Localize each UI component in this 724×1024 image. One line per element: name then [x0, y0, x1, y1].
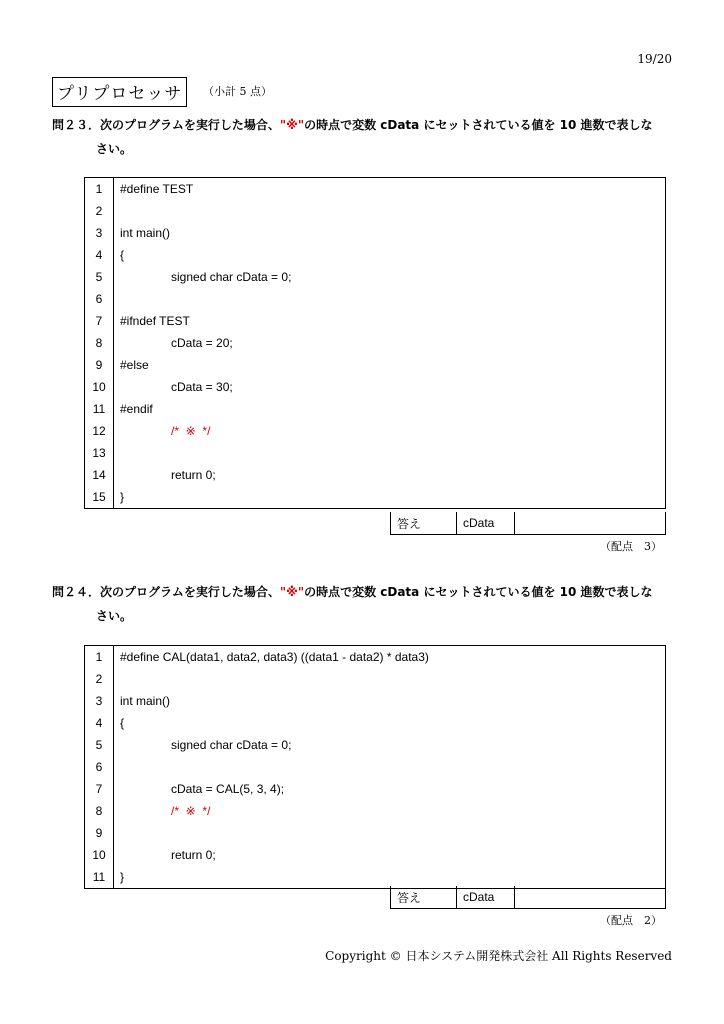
line-number: 1 [85, 646, 114, 668]
line-number: 10 [85, 844, 114, 866]
code-line [85, 266, 665, 288]
copyright: Copyright © 日本システム開発株式会社 All Rights Reserved [325, 949, 672, 963]
code-line [85, 844, 665, 866]
code-text: } [120, 870, 125, 884]
answer-field[interactable] [515, 886, 665, 908]
answer-variable: cData [457, 512, 515, 534]
line-number: 1 [85, 178, 114, 200]
code-line [85, 244, 665, 266]
line-number: 9 [85, 354, 114, 376]
code-text: cData = 20; [171, 336, 233, 350]
code-line [85, 866, 665, 888]
line-number: 2 [85, 200, 114, 222]
line-number: 11 [85, 866, 114, 888]
code-line [85, 178, 665, 200]
subtotal: （小計 5 点） [203, 85, 272, 98]
code-line [85, 668, 665, 690]
section-title: プリプロセッサ [52, 77, 187, 107]
code-line [85, 778, 665, 800]
answer-label: 答え [391, 512, 457, 534]
line-number: 3 [85, 690, 114, 712]
code-line [85, 310, 665, 332]
marker-comment: /* ※ */ [171, 804, 211, 818]
line-number: 12 [85, 420, 114, 442]
question-24 [52, 580, 674, 628]
code-text: int main() [120, 694, 171, 708]
line-number: 15 [85, 486, 114, 508]
code-line [85, 800, 665, 822]
code-text: #define CAL(data1, data2, data3) ((data1 - data2) * data3) [120, 650, 429, 664]
question-text-before: 次のプログラムを実行した場合、 [100, 118, 280, 132]
code-line [85, 822, 665, 844]
line-number: 5 [85, 266, 114, 288]
code-line [85, 288, 665, 310]
question-text-after: の時点で変数 cData にセットされている値を 10 進数で表しな [304, 585, 653, 599]
code-line [85, 712, 665, 734]
code-text: cData = 30; [171, 380, 233, 394]
answer-box-23 [390, 512, 666, 535]
code-text: signed char cData = 0; [171, 270, 292, 284]
page-number: 19/20 [637, 52, 672, 66]
line-number: 2 [85, 668, 114, 690]
code-text: int main() [120, 226, 171, 240]
points: （配点 2） [600, 914, 662, 927]
line-number: 14 [85, 464, 114, 486]
code-line [85, 756, 665, 778]
line-number: 8 [85, 332, 114, 354]
code-text: #ifndef TEST [120, 314, 190, 328]
code-text: { [120, 248, 125, 262]
line-number: 13 [85, 442, 114, 464]
code-block-23 [84, 177, 666, 509]
line-number: 9 [85, 822, 114, 844]
code-line [85, 376, 665, 398]
line-number: 10 [85, 376, 114, 398]
line-number: 7 [85, 778, 114, 800]
marker-text: "※" [279, 118, 305, 132]
question-number: 問２４． [52, 585, 101, 599]
code-line [85, 200, 665, 222]
line-number: 11 [85, 398, 114, 420]
code-block-24 [84, 645, 666, 889]
code-text: #define TEST [120, 182, 194, 196]
line-number: 4 [85, 244, 114, 266]
marker-text: "※" [279, 585, 305, 599]
code-text: return 0; [171, 468, 216, 482]
points: （配点 3） [600, 540, 662, 553]
question-text-before: 次のプログラムを実行した場合、 [100, 585, 280, 599]
answer-label: 答え [391, 886, 457, 908]
answer-variable: cData [457, 886, 515, 908]
code-text: #endif [120, 402, 153, 416]
answer-box-24 [390, 886, 666, 909]
question-23 [52, 113, 674, 161]
code-line [85, 354, 665, 376]
code-text: signed char cData = 0; [171, 738, 292, 752]
line-number: 5 [85, 734, 114, 756]
code-line [85, 332, 665, 354]
answer-field[interactable] [515, 512, 665, 534]
line-number: 7 [85, 310, 114, 332]
question-text-cont: さい。 [96, 142, 133, 156]
line-number: 6 [85, 756, 114, 778]
code-line [85, 646, 665, 668]
code-text: { [120, 716, 125, 730]
code-text: #else [120, 358, 149, 372]
code-line [85, 734, 665, 756]
marker-comment: /* ※ */ [171, 424, 211, 438]
code-line [85, 464, 665, 486]
code-text: } [120, 490, 125, 504]
line-number: 6 [85, 288, 114, 310]
code-line [85, 442, 665, 464]
line-number: 8 [85, 800, 114, 822]
code-line [85, 398, 665, 420]
code-line [85, 420, 665, 442]
code-line [85, 222, 665, 244]
code-text: return 0; [171, 848, 216, 862]
question-text-cont: さい。 [96, 609, 133, 623]
question-text-after: の時点で変数 cData にセットされている値を 10 進数で表しな [304, 118, 653, 132]
line-number: 3 [85, 222, 114, 244]
line-number: 4 [85, 712, 114, 734]
question-number: 問２３． [52, 118, 101, 132]
code-line [85, 690, 665, 712]
code-text: cData = CAL(5, 3, 4); [171, 782, 285, 796]
code-line [85, 486, 665, 508]
